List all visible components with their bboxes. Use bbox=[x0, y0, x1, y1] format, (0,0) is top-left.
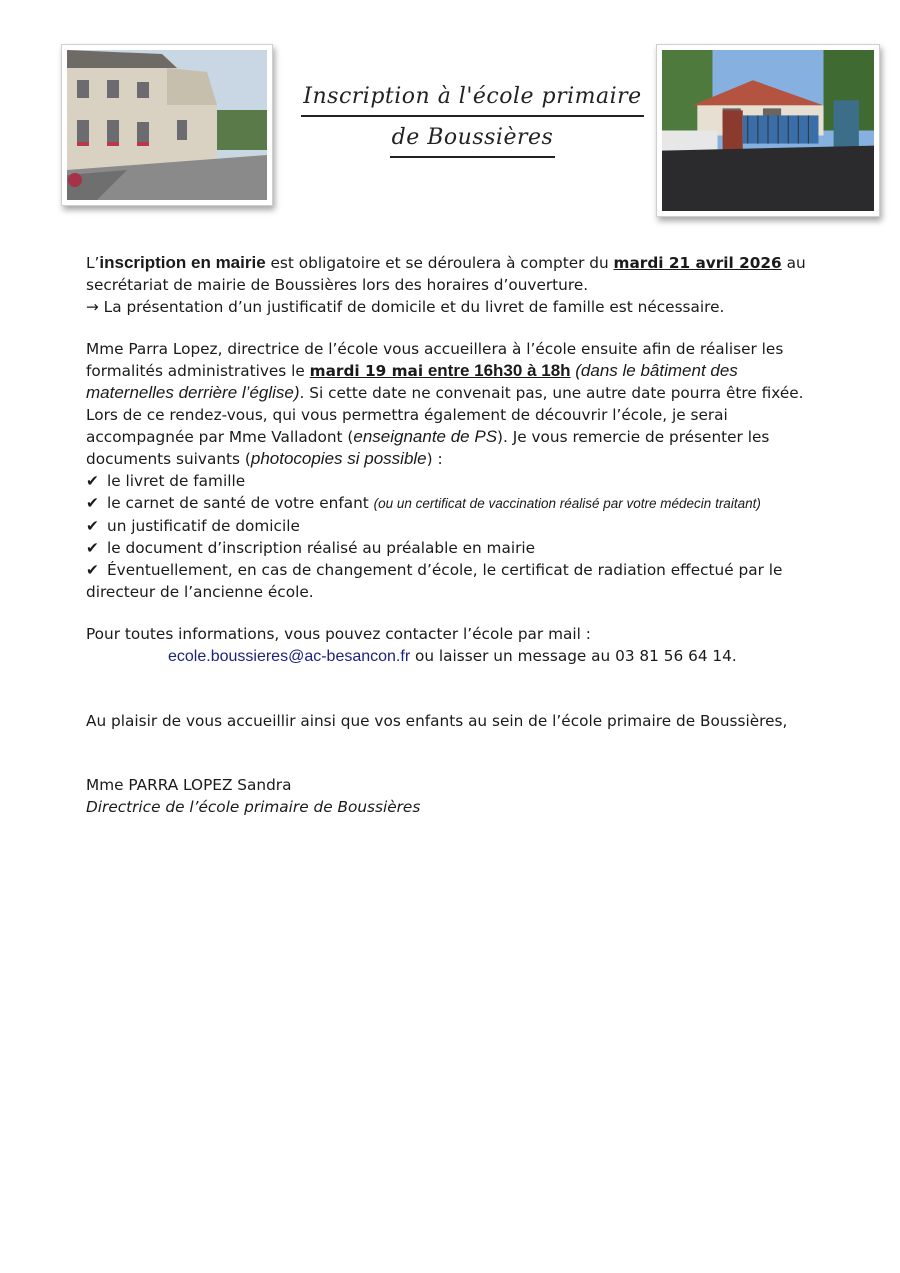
school-entrance-illustration bbox=[662, 50, 874, 211]
document-item bbox=[86, 559, 816, 603]
signature-name: Mme PARRA LOPEZ Sandra bbox=[86, 776, 292, 794]
contact-line bbox=[86, 645, 816, 668]
appointment-after-location: . Si cette date ne convenait pas, une autre date pourra être fixée. Lors de ce rendez-vous, qui vous permettra également de découvrir l’école, je serai accompagnée par Mme Valladont ( bbox=[86, 384, 804, 446]
contact-intro: Pour toutes informations, vous pouvez contacter l’école par mail : bbox=[86, 625, 591, 643]
town-hall-photo bbox=[61, 44, 273, 206]
email-link[interactable]: ecole.boussieres@ac-besancon.fr bbox=[168, 648, 411, 665]
signature-role: Directrice de l’école primaire de Boussières bbox=[86, 798, 421, 816]
document-item bbox=[86, 537, 816, 559]
document-item-text: Éventuellement, en cas de changement d’école, le certificat de radiation effectué par le directeur de l’ancienne école. bbox=[86, 561, 783, 601]
title-line-2: de Boussières bbox=[390, 121, 556, 158]
appointment-paragraph bbox=[86, 338, 816, 470]
school-entrance-photo bbox=[656, 44, 880, 217]
copies-note: photocopies si possible bbox=[250, 449, 427, 468]
document-item-text: le document d’inscription réalisé au préalable en mairie bbox=[107, 539, 536, 557]
registration-paragraph bbox=[86, 252, 816, 296]
registration-date: mardi 21 avril 2026 bbox=[613, 254, 782, 272]
closing-line: Au plaisir de vous accueillir ainsi que vos enfants au sein de l’école primaire de Boussières, bbox=[86, 712, 788, 730]
registration-suffix: au secrétariat de mairie de Boussières lors des horaires d’ouverture. bbox=[86, 254, 806, 294]
document-item-text: un justificatif de domicile bbox=[107, 517, 300, 535]
check-icon: ✔ bbox=[86, 561, 99, 579]
appointment-time: entre 16h30 à 18h bbox=[423, 361, 571, 380]
appointment-date: mardi 19 mai bbox=[309, 362, 424, 380]
phone-text: ou laisser un message au 03 81 56 64 14. bbox=[410, 647, 737, 665]
registration-note: → La présentation d’un justificatif de domicile et du livret de famille est nécessaire. bbox=[86, 298, 725, 316]
appointment-intro: Mme Parra Lopez, directrice de l’école vous accueillera à l’école ensuite afin de réaliser les formalités administratives le bbox=[86, 340, 784, 380]
check-icon: ✔ bbox=[86, 539, 99, 557]
registration-bold-phrase: inscription en mairie bbox=[99, 253, 266, 272]
document-item-text: le carnet de santé de votre enfant bbox=[107, 494, 374, 512]
appointment-after-role: ). Je vous remercie de présenter les documents suivants ( bbox=[86, 428, 770, 468]
appointment-location: (dans le bâtiment des maternelles derrière l’église) bbox=[86, 361, 738, 402]
document-item bbox=[86, 470, 816, 492]
town-hall-illustration bbox=[67, 50, 267, 200]
title-line-1: Inscription à l'école primaire bbox=[301, 80, 643, 117]
registration-middle: est obligatoire et se déroulera à compter du bbox=[265, 254, 614, 272]
registration-prefix: L’ bbox=[86, 254, 100, 272]
letter-body bbox=[86, 252, 816, 818]
check-icon: ✔ bbox=[86, 517, 99, 535]
document-item bbox=[86, 515, 816, 537]
teacher-role: enseignante de PS bbox=[353, 427, 498, 446]
check-icon: ✔ bbox=[86, 472, 99, 490]
list-intro-end: ) : bbox=[426, 450, 443, 468]
check-icon: ✔ bbox=[86, 494, 99, 512]
document-item-text: le livret de famille bbox=[107, 472, 246, 490]
page-title bbox=[300, 80, 645, 158]
document-item bbox=[86, 492, 816, 515]
document-item-note: (ou un certificat de vaccination réalisé par votre médecin traitant) bbox=[373, 496, 761, 511]
